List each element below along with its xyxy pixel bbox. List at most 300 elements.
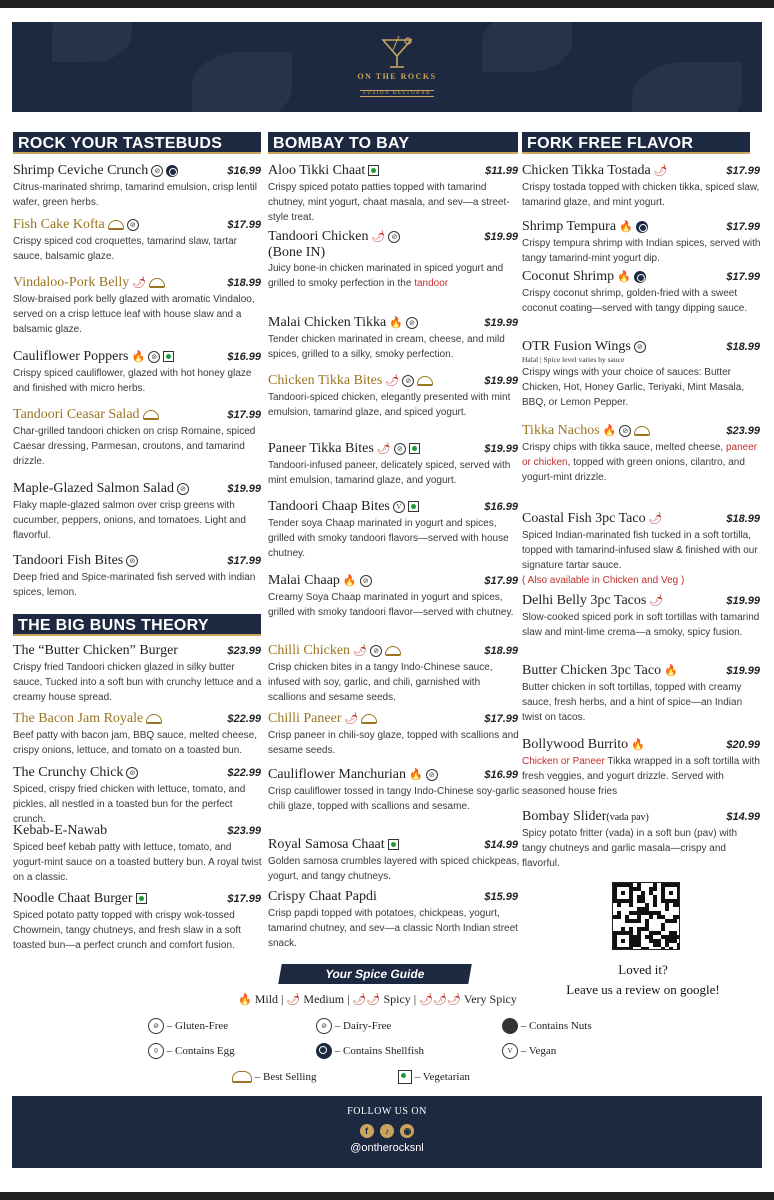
legend-contains-egg-label: – Contains Egg [166, 1045, 235, 1057]
menu-item-title: Bombay Slider [522, 809, 607, 824]
qr-module [669, 947, 673, 950]
menu-item-description [522, 610, 762, 640]
menu-item-description-text: Crispy tempura shrimp with Indian spices, served with tangy tamarind-mint yogurt dip. [522, 238, 761, 264]
column-big-buns-theory [13, 614, 263, 994]
menu-item-title: OTR Fusion Wings [522, 339, 631, 354]
flame-icon: 🔥 [602, 424, 617, 437]
qr-module [677, 947, 680, 950]
menu-item [522, 510, 762, 588]
menu-item [13, 274, 263, 337]
menu-item-title: Shrimp Tempura [522, 219, 617, 234]
menu-item-header [13, 710, 263, 727]
spice-guide-title: Your Spice Guide [278, 964, 472, 984]
best-selling-icon [634, 426, 650, 436]
chili-icon: 🌶 [653, 164, 668, 177]
menu-item [13, 890, 263, 953]
menu-item [268, 440, 520, 488]
menu-item-price: $11.99 [485, 165, 518, 177]
menu-item-name [268, 498, 419, 515]
menu-item-name [268, 710, 377, 727]
menu-item-description-text: Crispy wings with your choice of sauces: Butter Chicken, Hot, Honey Garlic, Teriyaki, Mint Masala, BBQ, or Lemon Pepper. [522, 367, 745, 408]
menu-item-name [13, 764, 138, 781]
menu-item-header [13, 552, 263, 569]
menu-item-description [268, 261, 520, 291]
menu-item-header [13, 348, 263, 365]
legend-contains-egg [148, 1043, 235, 1059]
flame-icon: 🔥 [389, 316, 403, 329]
menu-item-description [522, 754, 762, 799]
shellfish-icon [166, 165, 178, 177]
flame-icon: 🔥 [238, 994, 252, 1007]
menu-item-header [522, 218, 762, 235]
menu-item [268, 766, 520, 814]
qr-module [649, 915, 653, 919]
menu-item-title: Tandoori Chaap Bites [268, 499, 390, 514]
menu-item-header [522, 510, 762, 527]
legend-vegan-label: – Vegan [520, 1045, 557, 1057]
legend-vegetarian [398, 1069, 470, 1085]
menu-item [268, 498, 520, 561]
menu-item-header [13, 764, 263, 781]
menu-item-title: The Bacon Jam Royale [13, 711, 144, 726]
menu-item-price: $18.99 [484, 645, 518, 657]
menu-item-title: Tandoori Ceasar Salad [13, 407, 140, 422]
menu-item-header [13, 642, 263, 659]
menu-item-price: $19.99 [227, 483, 261, 495]
menu-item-name [13, 822, 107, 839]
menu-item-description [268, 854, 520, 884]
page-bottom-edge [0, 1192, 774, 1200]
menu-item-name [13, 642, 178, 659]
menu-item-description [268, 390, 520, 420]
menu-item-header [268, 572, 520, 589]
menu-item-description [522, 528, 762, 588]
menu-item [268, 836, 520, 884]
best-selling-icon [143, 410, 159, 420]
chili-icon: 🌶 [353, 644, 368, 657]
menu-item-description [268, 516, 520, 561]
menu-item-title: Fish Cake Kofta [13, 217, 105, 232]
spice-very-spicy: Very Spicy [463, 992, 517, 1006]
menu-item-title: Kebab-E-Nawab [13, 823, 108, 838]
facebook-icon[interactable]: f [360, 1124, 374, 1138]
best-selling-icon [232, 1071, 252, 1083]
dairy-free-icon: ⊘ [148, 351, 160, 363]
menu-item-description-text: Char-grilled tandoori chicken on crisp Romaine, spiced Caesar dressing, Parmesan, croutons, and tamarind drizzle. [13, 426, 256, 467]
menu-item-name [268, 228, 400, 245]
menu-item-header [522, 808, 762, 825]
legend-dairy-free [316, 1018, 391, 1034]
legend-contains-shellfish-label: – Contains Shellfish [334, 1045, 424, 1057]
menu-item-header [268, 710, 520, 727]
menu-item-price: $19.99 [726, 665, 760, 677]
menu-item [13, 822, 263, 885]
vegetarian-icon [388, 839, 399, 850]
menu-item-description-text: Spiced potato patty topped with crispy wok-tossed Chowmein, tangy chutneys, and fresh slaw in a soft toasted bun—a perfect crunch and comfort fusion. [13, 910, 241, 951]
menu-item-name [268, 572, 372, 589]
menu-item-description-text: Crisp papdi topped with potatoes, chickpeas, yogurt, tamarind chutney, and sev—a classic North Indian street snack. [268, 908, 518, 949]
page-top-edge [0, 0, 774, 8]
menu-item-description-text: Crispy tostada topped with chicken tikka, spiced slaw, tamarind glaze, and mint yogurt. [522, 182, 760, 208]
shellfish-icon [316, 1043, 332, 1059]
chili-icon: 🌶🌶🌶 [419, 994, 462, 1007]
gluten-free-icon: ⊘ [360, 575, 372, 587]
qr-module [637, 919, 641, 923]
menu-item-name [268, 440, 420, 457]
menu-item-name [13, 348, 174, 365]
menu-item [522, 268, 762, 316]
menu-item-name [268, 766, 438, 783]
menu-item-name [522, 162, 668, 179]
menu-item-price: $17.99 [484, 575, 518, 587]
menu-item-description-text: Crisp paneer in chili-soy glaze, topped with scallions and sesame seeds. [268, 730, 519, 756]
gluten-free-icon: ⊘ [406, 317, 418, 329]
menu-item-price: $19.99 [484, 317, 518, 329]
menu-item-note: Halal | Spice level varies by sauce [522, 355, 625, 364]
menu-item-price: $14.99 [484, 839, 518, 851]
menu-item-price: $17.99 [726, 165, 760, 177]
social-handle[interactable]: @ontherocksnl [350, 1142, 424, 1154]
dairy-free-icon: ⊘ [151, 165, 163, 177]
chili-icon: 🌶 [385, 374, 400, 387]
menu-item-title: Maple-Glazed Salmon Salad [13, 481, 174, 496]
menu-item-description [522, 440, 762, 485]
flame-icon: 🔥 [619, 220, 633, 233]
section-heading-bombay: BOMBAY TO BAY [268, 132, 518, 154]
menu-item-title: Paneer Tikka Bites [268, 441, 374, 456]
menu-item-description-text: Creamy Soya Chaap marinated in yogurt and spices, grilled with smoky tandoori flavor—served with chutney. [268, 592, 514, 618]
menu-item-title: Chicken Tikka Bites [268, 373, 383, 388]
menu-item-description [13, 498, 263, 543]
chili-icon: 🌶 [648, 512, 663, 525]
menu-item-header [13, 162, 263, 179]
qr-module [645, 947, 649, 950]
menu-item-header [522, 338, 762, 355]
menu-item [522, 662, 762, 725]
menu-item-description-text: Slow-braised pork belly glazed with aromatic Vindaloo, served on a crisp lettuce leaf with house slaw and a balsamic glaze. [13, 294, 255, 335]
leaf-decoration [52, 22, 132, 62]
menu-item-title: Coconut Shrimp [522, 269, 615, 284]
best-selling-icon [361, 714, 377, 724]
menu-item-description [268, 458, 520, 488]
menu-item-header [13, 822, 263, 839]
menu-item-description-text: Spiced Indian-marinated fish tucked in a soft tortilla, topped with tamarind-infused slaw & finished with our signature tartar sauce. [522, 530, 758, 571]
menu-item-price: $17.99 [227, 409, 261, 421]
menu-item-header [268, 888, 520, 905]
menu-item-name [13, 216, 139, 233]
menu-item-name [268, 372, 433, 389]
legend-dairy-free-label: – Dairy-Free [334, 1020, 392, 1032]
menu-item-header [522, 592, 762, 609]
menu-item-title: Tandoori Chicken [268, 229, 369, 244]
legend-vegan [502, 1043, 556, 1059]
shellfish-icon [634, 271, 646, 283]
menu-item-title: Cauliflower Poppers [13, 349, 129, 364]
menu-item-description-text: Spiced beef kebab patty with lettuce, tomato, and yogurt-mint sauce on a toasted buttery bun. A royal twist on a classic. [13, 842, 262, 883]
menu-item-header [13, 216, 263, 233]
menu-item-price: $14.99 [726, 811, 760, 823]
menu-item-name [522, 510, 663, 527]
gluten-free-icon: ⊘ [402, 375, 414, 387]
leaf-decoration [482, 22, 572, 72]
menu-item-name [522, 218, 648, 235]
legend-gluten-free [148, 1018, 228, 1034]
menu-item-name [522, 338, 646, 355]
menu-item-price: $17.99 [484, 713, 518, 725]
menu-item-description [13, 660, 263, 705]
column-rock-your-tastebuds [13, 132, 263, 602]
menu-item-description [13, 180, 263, 210]
menu-item-description-text: Butter chicken in soft tortillas, topped with creamy sauce, fresh herbs, and a hint of spice—an Indian twist on tacos. [522, 682, 743, 723]
menu-item-header [13, 890, 263, 907]
menu-item-description [522, 826, 762, 871]
menu-item-description [13, 728, 263, 758]
review-line-1: Loved it? [618, 962, 668, 977]
menu-item-description-text: Spicy potato fritter (vada) in a soft bun (pav) with tangy chutneys and garlic masala—crispy and flavorful. [522, 828, 738, 869]
qr-code[interactable] [612, 882, 680, 950]
menu-item-header [268, 440, 520, 457]
menu-item-header [522, 662, 762, 679]
qr-module [621, 891, 625, 895]
brand-name: ON THE ROCKS [357, 72, 437, 81]
menu-item-price: $19.99 [484, 231, 518, 243]
legend-contains-shellfish [316, 1043, 424, 1059]
gluten-free-icon: ⊘ [394, 443, 406, 455]
menu-item-option-highlight: Chicken or Paneer [522, 756, 605, 767]
menu-item-description-text: Tender soya Chaap marinated in yogurt and spices, grilled with smoky tandoori flavors—served with house chutney. [268, 518, 509, 559]
best-selling-icon [108, 220, 124, 230]
menu-item-description-text: Tender chicken marinated in cream, cheese, and mild spices, grilled to a silky, smoky perfection. [268, 334, 505, 360]
menu-item-header [13, 406, 263, 423]
vegetarian-icon [408, 501, 419, 512]
menu-item-description [522, 180, 762, 210]
chili-icon: 🌶 [649, 594, 664, 607]
menu-item-price: $17.99 [726, 221, 760, 233]
best-selling-icon [385, 646, 401, 656]
qr-module [629, 947, 633, 950]
menu-item [268, 888, 520, 951]
qr-module [617, 903, 621, 907]
qr-module [677, 903, 680, 907]
tiktok-icon[interactable]: ♪ [380, 1124, 394, 1138]
dairy-free-icon: ⊘ [634, 341, 646, 353]
menu-item-description [522, 680, 762, 725]
menu-item-price: $23.99 [726, 425, 760, 437]
menu-item-name [268, 642, 401, 659]
menu-item-price: $22.99 [227, 767, 261, 779]
menu-item-price: $23.99 [227, 645, 261, 657]
gluten-free-icon: ⊘ [388, 231, 400, 243]
menu-item [13, 216, 263, 264]
menu-item [13, 480, 263, 543]
menu-item-description-text: Crisp cauliflower tossed in tangy Indo-Chinese soy-garlic chili glaze, topped with scallions and sesame. [268, 786, 520, 812]
qr-module [665, 907, 669, 911]
review-prompt [528, 960, 758, 1000]
qr-module [629, 903, 633, 907]
menu-item-description [268, 660, 520, 705]
qr-module [677, 915, 680, 919]
menu-item-title: Chilli Chicken [268, 643, 351, 658]
menu-item-description [522, 286, 762, 316]
menu-item-description [268, 590, 520, 620]
menu-item-availability-note: ( Also available in Chicken and Veg ) [522, 575, 685, 586]
qr-module [621, 939, 625, 943]
follow-us-label: FOLLOW US ON [347, 1106, 427, 1117]
best-selling-icon [417, 376, 433, 386]
menu-item-description-text: Slow-cooked spiced pork in soft tortillas with tamarind slaw and mint-lime crema—a smoky, spicy fusion. [522, 612, 760, 638]
qr-module [653, 903, 657, 907]
vegan-icon: V [502, 1043, 518, 1059]
spice-medium: Medium | [303, 992, 350, 1006]
menu-item-description [13, 424, 263, 469]
best-selling-icon [146, 714, 162, 724]
menu-item-header [522, 422, 762, 439]
menu-item-price: $19.99 [484, 375, 518, 387]
section-heading-fork: FORK FREE FLAVOR [522, 132, 750, 154]
menu-item-price: $16.99 [484, 501, 518, 513]
menu-item-title: Delhi Belly 3pc Tacos [522, 593, 647, 608]
menu-item-title: The “Butter Chicken” Burger [13, 643, 178, 658]
menu-item-price: $18.99 [726, 513, 760, 525]
menu-item-header [522, 736, 762, 753]
flame-icon: 🔥 [631, 738, 645, 751]
menu-item-description [268, 728, 520, 758]
menu-item-description [268, 784, 520, 814]
menu-item-name [13, 406, 159, 423]
cocktail-glass-icon [377, 36, 417, 70]
menu-item-description-text: Tandoori-infused paneer, delicately spiced, served with mint emulsion, tamarind glaze, and yogurt. [268, 460, 511, 486]
menu-item-title: Cauliflower Manchurian [268, 767, 407, 782]
best-selling-icon [149, 278, 165, 288]
chili-icon: 🌶 [371, 230, 386, 243]
qr-module [661, 947, 665, 950]
review-line-2: Leave us a review on google! [566, 982, 720, 997]
menu-item-header [522, 268, 762, 285]
legend-vegetarian-label: – Vegetarian [414, 1071, 470, 1083]
menu-item [522, 736, 762, 799]
menu-item-title: Crispy Chaat Papdi [268, 889, 377, 904]
menu-item-name [13, 552, 138, 569]
menu-item-title: Chicken Tikka Tostada [522, 163, 651, 178]
dairy-free-icon: ⊘ [126, 767, 138, 779]
menu-item-name [13, 710, 162, 727]
menu-item [268, 162, 520, 225]
menu-item-title: Bollywood Burrito [522, 737, 629, 752]
menu-item-description-text: Crispy chips with tikka sauce, melted cheese, [522, 442, 724, 453]
menu-item-name [522, 808, 649, 826]
social-icons [12, 1121, 762, 1139]
menu-item-description [268, 180, 520, 225]
qr-module [677, 935, 680, 939]
menu-item [13, 642, 263, 705]
menu-item [522, 592, 762, 640]
shellfish-icon [636, 221, 648, 233]
qr-module [673, 919, 677, 923]
spice-level-line [238, 992, 517, 1007]
menu-item-price: $15.99 [484, 891, 518, 903]
menu-item-description-text: Tandoori-spiced chicken, elegantly presented with mint emulsion, tamarind glaze, and spiced yogurt. [268, 392, 511, 418]
menu-item-price: $20.99 [726, 739, 760, 751]
column-bombay-to-bay [268, 132, 520, 952]
menu-item-description-text: Crisp chicken bites in a tangy Indo-Chinese sauce, infused with soy, garlic, and chili, garnished with scallions and sesame seeds. [268, 662, 493, 703]
menu-item [268, 572, 520, 620]
menu-item [268, 314, 520, 362]
menu-item [522, 808, 762, 871]
menu-item-price: $23.99 [227, 825, 261, 837]
nuts-icon [502, 1018, 518, 1034]
menu-item-header [268, 314, 520, 331]
menu-item-title: Vindaloo-Pork Belly [13, 275, 130, 290]
menu-item-description-text: Crispy spiced cod croquettes, tamarind slaw, tartar sauce, balsamic glaze. [13, 236, 237, 262]
menu-item-header [522, 162, 762, 179]
menu-item-description-text: Flaky maple-glazed salmon over crisp greens with cucumber, peppers, onions, and tomatoes. Light and flavorful. [13, 500, 246, 541]
menu-item-name [522, 592, 663, 609]
instagram-icon[interactable]: ◉ [400, 1124, 414, 1138]
vegetarian-icon [136, 893, 147, 904]
flame-icon: 🔥 [342, 574, 357, 587]
menu-item-price: $16.99 [227, 351, 261, 363]
menu-item-price: $19.99 [484, 443, 518, 455]
menu-item-option-highlight: paneer or chicken [522, 442, 758, 468]
chili-icon: 🌶 [344, 712, 359, 725]
dairy-free-icon: ⊘ [127, 219, 139, 231]
menu-item-name [268, 162, 379, 179]
chili-icon: 🌶 [286, 994, 301, 1007]
gluten-free-icon: ⊘ [148, 1018, 164, 1034]
dairy-free-icon: ⊘ [126, 555, 138, 567]
menu-item-header [268, 162, 520, 179]
menu-item-title: Tikka Nachos [522, 423, 600, 438]
menu-item-description [13, 570, 263, 600]
chili-icon: 🌶🌶 [352, 994, 381, 1007]
menu-item-description-text: Crispy coconut shrimp, golden-fried with a sweet coconut coating—served with tangy dipping sauce. [522, 288, 748, 314]
menu-item [13, 552, 263, 600]
menu-item-price: $19.99 [726, 595, 760, 607]
menu-item-name [13, 890, 147, 907]
menu-item-description [522, 365, 762, 410]
menu-item [522, 162, 762, 210]
legend-gluten-free-label: – Gluten-Free [166, 1020, 229, 1032]
dairy-free-icon: ⊘ [316, 1018, 332, 1034]
qr-module [653, 887, 657, 891]
menu-item-name [522, 736, 645, 753]
menu-item-description [268, 332, 520, 362]
menu-item [522, 218, 762, 266]
menu-item-description [522, 236, 762, 266]
legend-contains-nuts [502, 1018, 592, 1034]
leaf-decoration [632, 62, 742, 112]
section-heading-buns: THE BIG BUNS THEORY [13, 614, 261, 636]
menu-item-header [268, 228, 520, 245]
menu-item-description [13, 366, 263, 396]
menu-item-description [13, 292, 263, 337]
menu-item-title: Chilli Paneer [268, 711, 342, 726]
menu-item-header [13, 274, 263, 291]
section-heading-rock: ROCK YOUR TASTEBUDS [13, 132, 261, 154]
menu-item-description [13, 782, 263, 827]
brand-tagline: FUSION RESTOBAR [360, 90, 434, 97]
menu-item-title: Malai Chicken Tikka [268, 315, 387, 330]
menu-item-price: $16.99 [484, 769, 518, 781]
menu-item-name [268, 314, 418, 331]
menu-item-price: $17.99 [726, 271, 760, 283]
menu-item-description-text: Crispy spiced cauliflower, glazed with hot honey glaze and finished with micro herbs. [13, 368, 252, 394]
menu-item-title: Tandoori Fish Bites [13, 553, 124, 568]
menu-item-description-text: Juicy bone-in chicken marinated in spiced yogurt and grilled to smoky perfection in the [268, 263, 504, 289]
menu-item-header [268, 766, 520, 783]
qr-module [669, 891, 673, 895]
menu-item [268, 710, 520, 758]
